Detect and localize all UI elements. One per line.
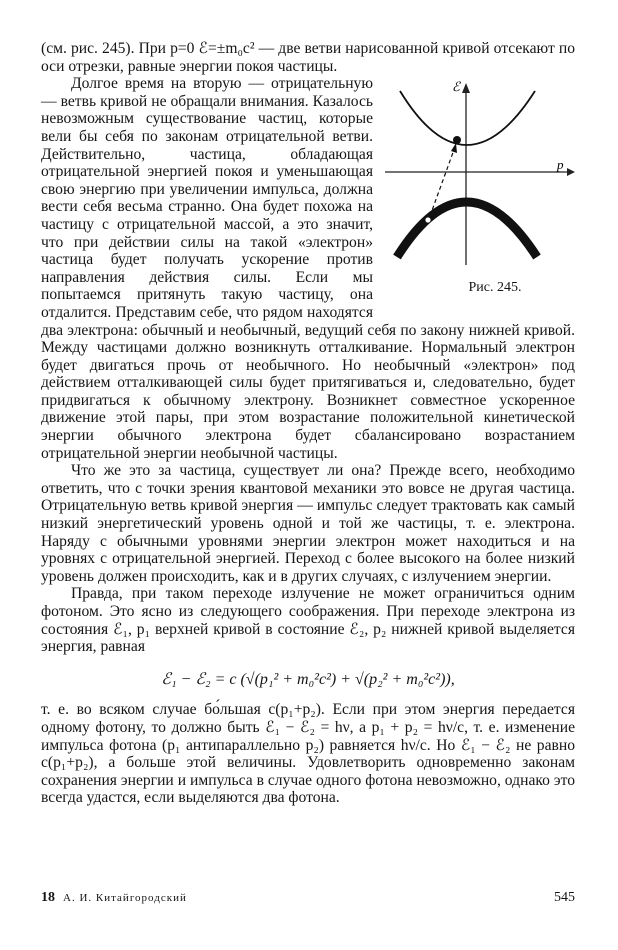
figure-caption: Рис. 245. [468, 280, 522, 296]
paragraph-3: Что же это за частица, существует ли она? Прежде всего, необходимо ответить, что с точки зрения квантовой механики это вовсе не другая частица. Отрицательную ветвь кривой энергия — импульс следует трактовать как самый низкий энергетический уровень одной и той же частицы, т. е. электрона. Наряду с обычными уровнями энергии электрон может находиться и на уровнях с отрицательной энергией. Переход с более высокого на более низкий уровень должен происходить, как и в других случаях, с излучением энергии. [41, 462, 575, 585]
paragraph-5: т. е. во всяком случае бо́льшая c(p₁+p₂). Если при этом энергия передается одному фотону, то должно быть ℰ₁ − ℰ₂ = hν, а p₁ + p₂ = hν/c, т. е. изменение импульса фотона (p₁ антипараллельно p₂) равняется hν/c. Но ℰ₁ − ℰ₂ не равно c(p₁+p₂), а больше этой величины. Удовлетворить одновременно законам сохранения энергии и импульса в случае одного фотона невозможно, однако это всегда удастся, если выделяются два фотона. [41, 701, 575, 807]
energy-formula: ℰ₁ − ℰ₂ = c (√(p₁² + m₀²c²) + √(p₂² + m₀²c²)), [161, 670, 455, 688]
page-number: 545 [554, 890, 575, 905]
paragraph-2 [41, 75, 575, 462]
signature-mark: 18 [41, 890, 55, 905]
paragraph-4: Правда, при таком переходе излучение не может ограничиться одним фотоном. Это ясно из следующего соображения. При переходе электрона из состояния ℰ₁, p₁ верхней кривой в состояние ℰ₂, p₂ нижней кривой выделяется энергия, равная [41, 585, 575, 656]
axis-e-label: ℰ [452, 79, 460, 95]
paragraph-1: (см. рис. 245). При p=0 ℰ=±m₀c² — две ветви нарисованной кривой отсекают по оси отрезки, равные энергии покоя частицы. [41, 40, 575, 75]
energy-momentum-diagram [385, 77, 575, 277]
body-text [41, 40, 575, 807]
figure-245 [385, 77, 575, 301]
author-name: А. И. Китайгородский [63, 892, 187, 904]
axis-p-label: p [557, 157, 564, 173]
paragraph-2-text: Долгое время на вторую — отрицательную — ветвь кривой не обращали внимания. Казалось невозможным существование частиц, которые вели бы себя по законам отрицательной ветви. Действительно, частица, обладающая отрицательной энергией покоя и уменьшающая свою энергию при увеличении импульса, должна вести себя весьма странно. Она будет похожа на частицу с отрицательной массой, а это значит, что при действии силы на такой «электрон» частица будет получать ускорение против направления действия силы. Если мы попытаемся притянуть такую частицу, она отдалится. Представим себе, что рядом находятся два электрона: обычный и необычный, ведущий себя по закону нижней кривой. Между частицами должно возникнуть отталкивание. Нормальный электрон будет двигаться прочь от необычного. Но необычный «электрон» под действием отталкивающей силы будет притягиваться и, следовательно, будет придвигаться к обычному электрону. Возникнет совместное ускоренное движение этой пары, при этом возрастание положительной кинетической энергии обычного электрона будет сбалансировано возрастанием отрицательной энергии необычной частицы. [41, 75, 575, 462]
page-footer [41, 890, 575, 906]
